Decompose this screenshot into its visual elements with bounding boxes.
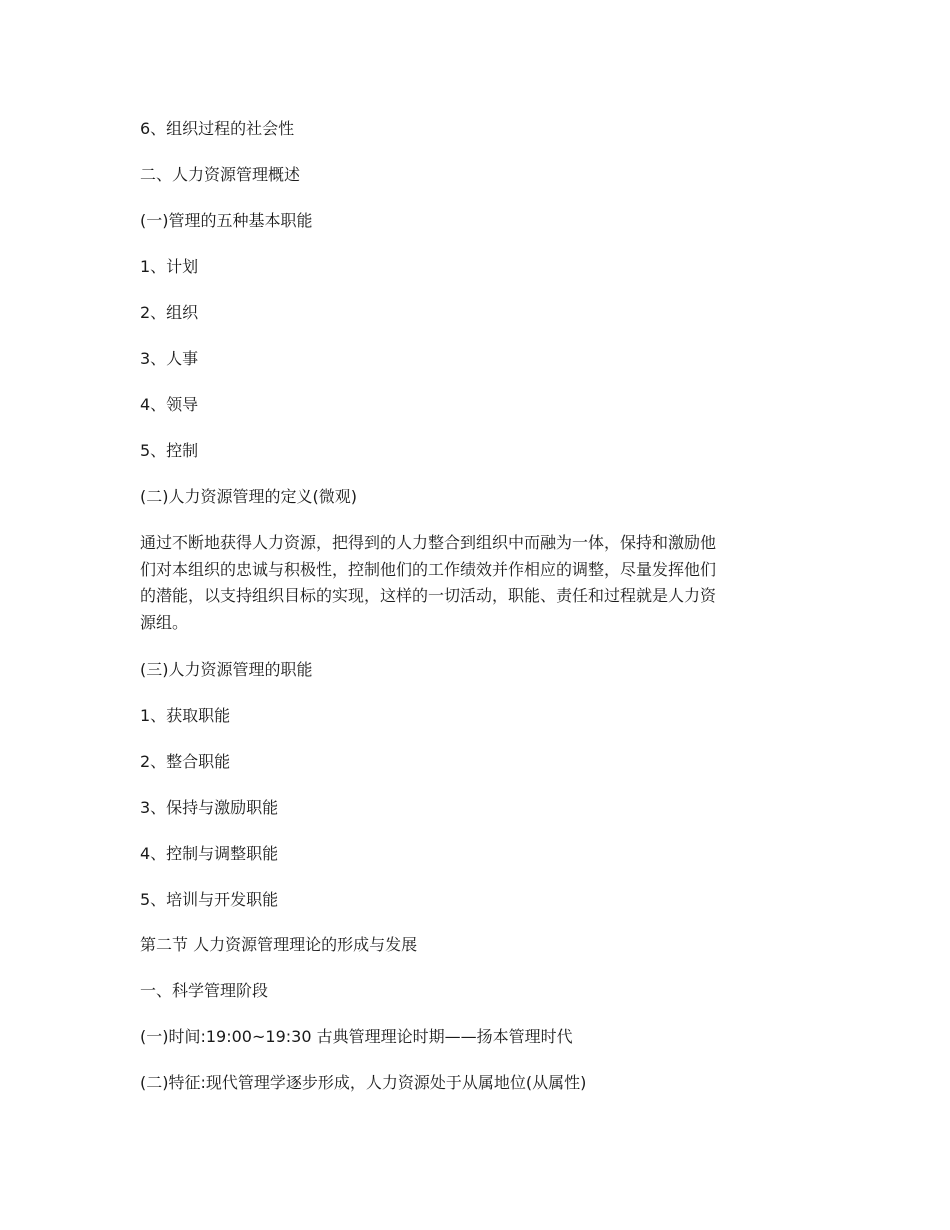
subsection-heading: (二)特征:现代管理学逐步形成，人力资源处于从属地位(从属性) bbox=[140, 1073, 587, 1092]
list-item: 2、整合职能 bbox=[140, 752, 231, 771]
list-item: 1、获取职能 bbox=[140, 706, 231, 725]
section-heading: 一、科学管理阶段 bbox=[140, 981, 269, 1000]
paragraph-line: 们对本组织的忠诚与积极性，控制他们的工作绩效并作相应的调整，尽量发挥他们 bbox=[140, 559, 717, 579]
list-item: 4、领导 bbox=[140, 395, 199, 414]
subsection-heading: (一)管理的五种基本职能 bbox=[140, 211, 313, 230]
list-item: 5、培训与开发职能 bbox=[140, 890, 279, 909]
list-item: 1、计划 bbox=[140, 257, 199, 276]
list-item: 4、控制与调整职能 bbox=[140, 844, 279, 863]
chapter-heading: 第二节 人力资源管理理论的形成与发展 bbox=[140, 935, 418, 954]
list-item: 6、组织过程的社会性 bbox=[140, 119, 295, 138]
list-item: 2、组织 bbox=[140, 303, 199, 322]
paragraph-line: 通过不断地获得人力资源，把得到的人力整合到组织中而融为一体，保持和激励他 bbox=[140, 533, 717, 552]
definition-paragraph bbox=[140, 530, 805, 636]
subsection-heading: (一)时间:19:00~19:30 古典管理理论时期——扬本管理时代 bbox=[140, 1027, 573, 1046]
list-item: 5、控制 bbox=[140, 441, 199, 460]
list-item: 3、保持与激励职能 bbox=[140, 798, 279, 817]
paragraph-line: 源组。 bbox=[140, 612, 189, 632]
subsection-heading: (二)人力资源管理的定义(微观) bbox=[140, 487, 357, 506]
section-heading: 二、人力资源管理概述 bbox=[140, 165, 301, 184]
paragraph-line: 的潜能，以支持组织目标的实现，这样的一切活动，职能、责任和过程就是人力资 bbox=[140, 586, 717, 605]
list-item: 3、人事 bbox=[140, 349, 199, 368]
subsection-heading: (三)人力资源管理的职能 bbox=[140, 660, 313, 679]
